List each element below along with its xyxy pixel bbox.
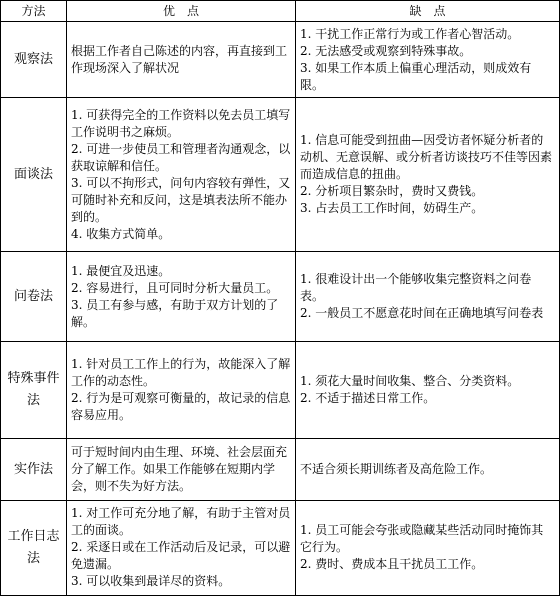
cons-list xyxy=(300,271,555,322)
pros-cell xyxy=(67,252,296,342)
header-method: 方法 xyxy=(1,1,67,22)
method-cell: 观察法 xyxy=(1,22,67,98)
pros-item: 4. 收集方式简单。 xyxy=(71,226,171,241)
cons-cell xyxy=(296,342,560,439)
pros-item: 可于短时间内由生理、环境、社会层面充分了解工作。如果工作能够在短期内学会，则不失为好方法。 xyxy=(71,445,288,494)
header-row xyxy=(1,1,560,22)
pros-list xyxy=(71,505,291,590)
cons-list xyxy=(300,373,555,407)
pros-item: 3. 员工有参与感，有助于双方计划的了解。 xyxy=(71,297,279,329)
pros-item: 1. 可获得完全的工作资料以免去员工填写工作说明书之麻烦。 xyxy=(71,107,291,139)
header-pros: 优 点 xyxy=(67,1,296,22)
cons-item: 不适合须长期训练者及高危险工作。 xyxy=(300,462,493,477)
pros-item: 2. 采逐日或在工作活动后及记录，可以避免遗漏。 xyxy=(71,540,291,572)
cons-cell xyxy=(296,252,560,342)
cons-item: 1. 员工可能会夸张或隐藏某些活动同时掩饰其它行为。 xyxy=(300,523,544,555)
table-row xyxy=(1,439,560,501)
pros-item: 1. 对工作可充分地了解，有助于主管对员工的面谈。 xyxy=(71,506,291,538)
pros-item: 2. 可进一步使员工和管理者沟通观念，以获取谅解和信任。 xyxy=(71,141,291,173)
table-row xyxy=(1,22,560,98)
cons-item: 1. 干扰工作正常行为或工作者心智活动。 xyxy=(300,26,520,41)
cons-item: 2. 无法感受或观察到特殊事故。 xyxy=(300,43,472,58)
pros-cell xyxy=(67,439,296,501)
pros-list xyxy=(71,263,291,331)
pros-list xyxy=(71,444,291,495)
cons-item: 2. 分析项目繁杂时，费时又费钱。 xyxy=(300,184,484,199)
cons-item: 2. 一般员工不愿意花时间在正确地填写问卷表 xyxy=(300,306,544,321)
cons-cell xyxy=(296,500,560,595)
pros-cell xyxy=(67,500,296,595)
method-cell: 工作日志法 xyxy=(1,500,67,595)
pros-list xyxy=(71,43,291,77)
header-cons: 缺 点 xyxy=(296,1,560,22)
method-cell: 面谈法 xyxy=(1,98,67,252)
cons-list xyxy=(300,461,555,478)
cons-cell xyxy=(296,439,560,501)
pros-item: 1. 最便宜及迅速。 xyxy=(71,263,171,278)
cons-item: 1. 很难设计出一个能够收集完整资料之问卷表。 xyxy=(300,272,532,304)
table-row xyxy=(1,98,560,252)
cons-item: 3. 占去员工工作时间，妨碍生产。 xyxy=(300,201,484,216)
pros-cell xyxy=(67,342,296,439)
cons-item: 1. 信息可能受到扭曲—因受访者怀疑分析者的动机、无意误解、或分析者访谈技巧不佳等因素而造成信息的扭曲。 xyxy=(300,133,553,182)
table-row xyxy=(1,342,560,439)
pros-list xyxy=(71,356,291,424)
pros-cell xyxy=(67,98,296,252)
pros-item: 2. 行为是可观察可衡量的，故记录的信息容易应用。 xyxy=(71,391,291,423)
table-row xyxy=(1,500,560,595)
cons-list xyxy=(300,522,555,573)
cons-item: 1. 须花大量时间收集、整合、分类资料。 xyxy=(300,374,520,389)
cons-cell xyxy=(296,22,560,98)
method-cell: 问卷法 xyxy=(1,252,67,342)
pros-item: 2. 容易进行，且可同时分析大量员工。 xyxy=(71,280,279,295)
method-cell: 实作法 xyxy=(1,439,67,501)
pros-item: 3. 可以不拘形式，问句内容较有弹性，又可随时补充和反问，这是填表法所不能办到的。 xyxy=(71,175,291,224)
cons-cell xyxy=(296,98,560,252)
cons-list xyxy=(300,26,555,94)
pros-item: 3. 可以收集到最详尽的资料。 xyxy=(71,574,231,589)
cons-item: 2. 不适于描述日常工作。 xyxy=(300,391,436,406)
method-cell: 特殊事件法 xyxy=(1,342,67,439)
pros-list xyxy=(71,107,291,243)
cons-list xyxy=(300,132,555,217)
pros-cell xyxy=(67,22,296,98)
pros-item: 根据工作者自己陈述的内容，再直接到工作现场深入了解状况 xyxy=(71,43,288,75)
table-row xyxy=(1,252,560,342)
pros-item: 1. 针对员工工作上的行为，故能深入了解工作的动态性。 xyxy=(71,357,291,389)
cons-item: 3. 如果工作本质上偏重心理活动，则成效有限。 xyxy=(300,60,532,92)
cons-item: 2. 费时、费成本且干扰员工工作。 xyxy=(300,557,484,572)
